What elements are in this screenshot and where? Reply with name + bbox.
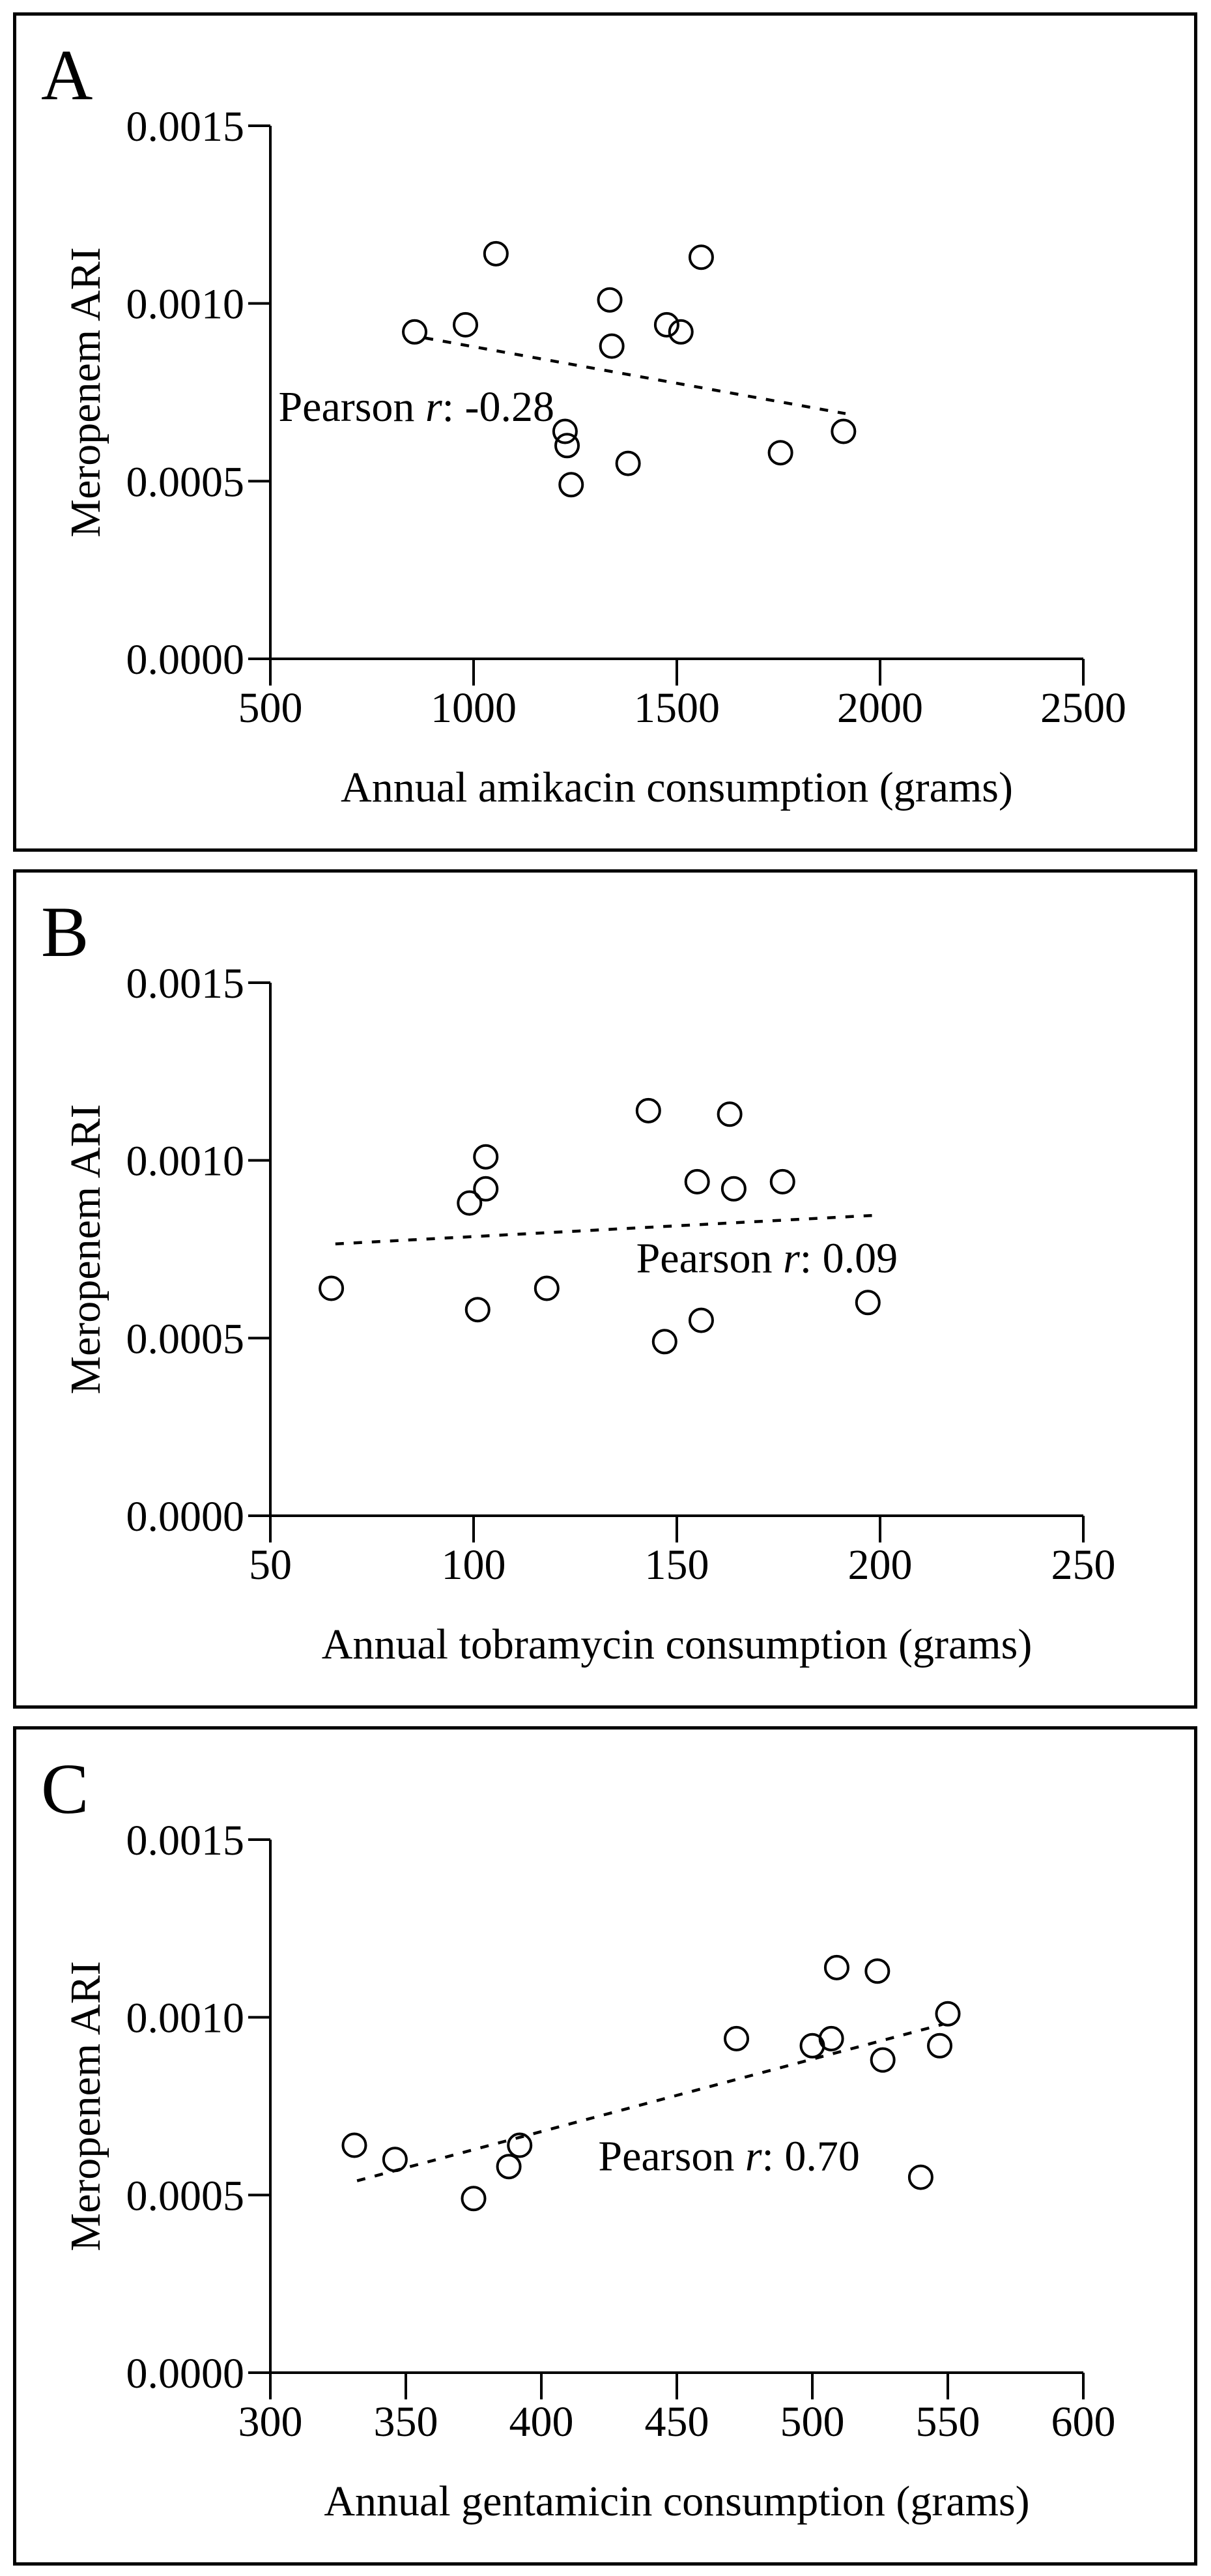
data-point [498, 2155, 520, 2178]
data-point [928, 2034, 951, 2057]
data-point [690, 1309, 713, 1332]
data-point [719, 1103, 741, 1125]
x-axis-title: Annual tobramycin consumption (grams) [321, 1621, 1033, 1668]
pearson-prefix: Pearson [598, 2132, 745, 2180]
data-point [463, 2187, 485, 2210]
pearson-annotation [598, 2132, 860, 2180]
pearson-r-symbol: r [425, 383, 442, 431]
data-point [832, 420, 855, 442]
data-point [872, 2049, 894, 2072]
data-point [825, 1956, 848, 1979]
pearson-prefix: Pearson [636, 1234, 784, 1282]
x-tick-label: 500 [780, 2398, 845, 2446]
y-tick-label: 0.0005 [126, 1315, 244, 1363]
pearson-annotation [636, 1234, 898, 1282]
x-tick-label: 250 [1051, 1541, 1116, 1589]
panel-a [13, 12, 1197, 852]
data-point [857, 1291, 879, 1314]
y-tick-label: 0.0010 [126, 1994, 244, 2042]
data-point [617, 452, 640, 475]
y-tick-label: 0.0005 [126, 458, 244, 506]
y-tick-label: 0.0010 [126, 1137, 244, 1185]
data-point [601, 335, 623, 358]
panel-c [13, 1726, 1197, 2566]
x-tick-label: 500 [238, 684, 303, 732]
data-point [937, 2003, 960, 2025]
data-point [466, 1298, 489, 1321]
x-tick-label: 550 [915, 2398, 980, 2446]
y-tick-label: 0.0005 [126, 2172, 244, 2220]
panel-b [13, 869, 1197, 1709]
data-point [384, 2148, 406, 2171]
x-tick-label: 2000 [837, 684, 923, 732]
data-point [686, 1170, 709, 1193]
data-point [474, 1146, 497, 1168]
data-point [866, 1960, 889, 1982]
x-tick-label: 450 [644, 2398, 709, 2446]
data-point [343, 2134, 365, 2156]
data-point [535, 1277, 558, 1299]
data-point [670, 321, 692, 343]
figure [0, 12, 1211, 2566]
data-point [771, 1170, 794, 1193]
data-point [653, 1330, 676, 1353]
data-point [725, 2027, 748, 2050]
data-point [320, 1277, 343, 1299]
pearson-prefix: Pearson [278, 383, 425, 431]
pearson-r-symbol: r [745, 2132, 762, 2180]
pearson-r-symbol: r [783, 1234, 800, 1282]
data-point [820, 2027, 843, 2050]
panel-letter: C [41, 1749, 89, 1829]
y-axis-title: Meropenem ARI [62, 1104, 109, 1395]
x-tick-label: 400 [509, 2398, 574, 2446]
y-tick-label: 0.0010 [126, 280, 244, 328]
pearson-value: : 0.70 [762, 2132, 860, 2180]
pearson-annotation [278, 383, 554, 430]
x-tick-label: 50 [249, 1541, 292, 1589]
x-tick-label: 1500 [634, 684, 720, 732]
y-tick-label: 0.0015 [126, 1817, 244, 1864]
y-tick-label: 0.0000 [126, 2350, 244, 2397]
data-point [909, 2166, 932, 2189]
y-axis-title: Meropenem ARI [62, 247, 109, 538]
y-tick-label: 0.0015 [126, 103, 244, 151]
scatter-plot-gentamicin [16, 1729, 1194, 2562]
data-point [454, 313, 477, 336]
data-point [637, 1099, 660, 1122]
data-point [722, 1178, 745, 1200]
pearson-value: : -0.28 [442, 383, 554, 431]
x-tick-label: 100 [441, 1541, 506, 1589]
panel-letter: B [41, 892, 89, 972]
data-point [474, 1178, 497, 1200]
x-axis-title: Annual gentamicin consumption (grams) [324, 2478, 1030, 2525]
data-point [508, 2134, 531, 2156]
data-point [560, 473, 582, 496]
y-tick-label: 0.0000 [126, 1493, 244, 1541]
y-tick-label: 0.0000 [126, 636, 244, 684]
data-point [769, 441, 792, 464]
data-point [403, 321, 426, 343]
data-point [556, 434, 578, 457]
data-point [599, 289, 621, 311]
pearson-value: : 0.09 [799, 1234, 898, 1282]
scatter-plot-tobramycin [16, 873, 1194, 1705]
x-tick-label: 2500 [1040, 684, 1126, 732]
scatter-plot-amikacin [16, 16, 1194, 848]
x-tick-label: 200 [848, 1541, 913, 1589]
x-tick-label: 1000 [431, 684, 517, 732]
y-tick-label: 0.0015 [126, 960, 244, 1007]
x-tick-label: 600 [1051, 2398, 1116, 2446]
x-tick-label: 350 [373, 2398, 438, 2446]
data-point [690, 246, 713, 268]
x-axis-title: Annual amikacin consumption (grams) [341, 764, 1013, 811]
data-point [485, 242, 507, 265]
x-tick-label: 300 [238, 2398, 303, 2446]
y-axis-title: Meropenem ARI [62, 1961, 109, 2251]
x-tick-label: 150 [644, 1541, 709, 1589]
panel-letter: A [41, 35, 93, 115]
